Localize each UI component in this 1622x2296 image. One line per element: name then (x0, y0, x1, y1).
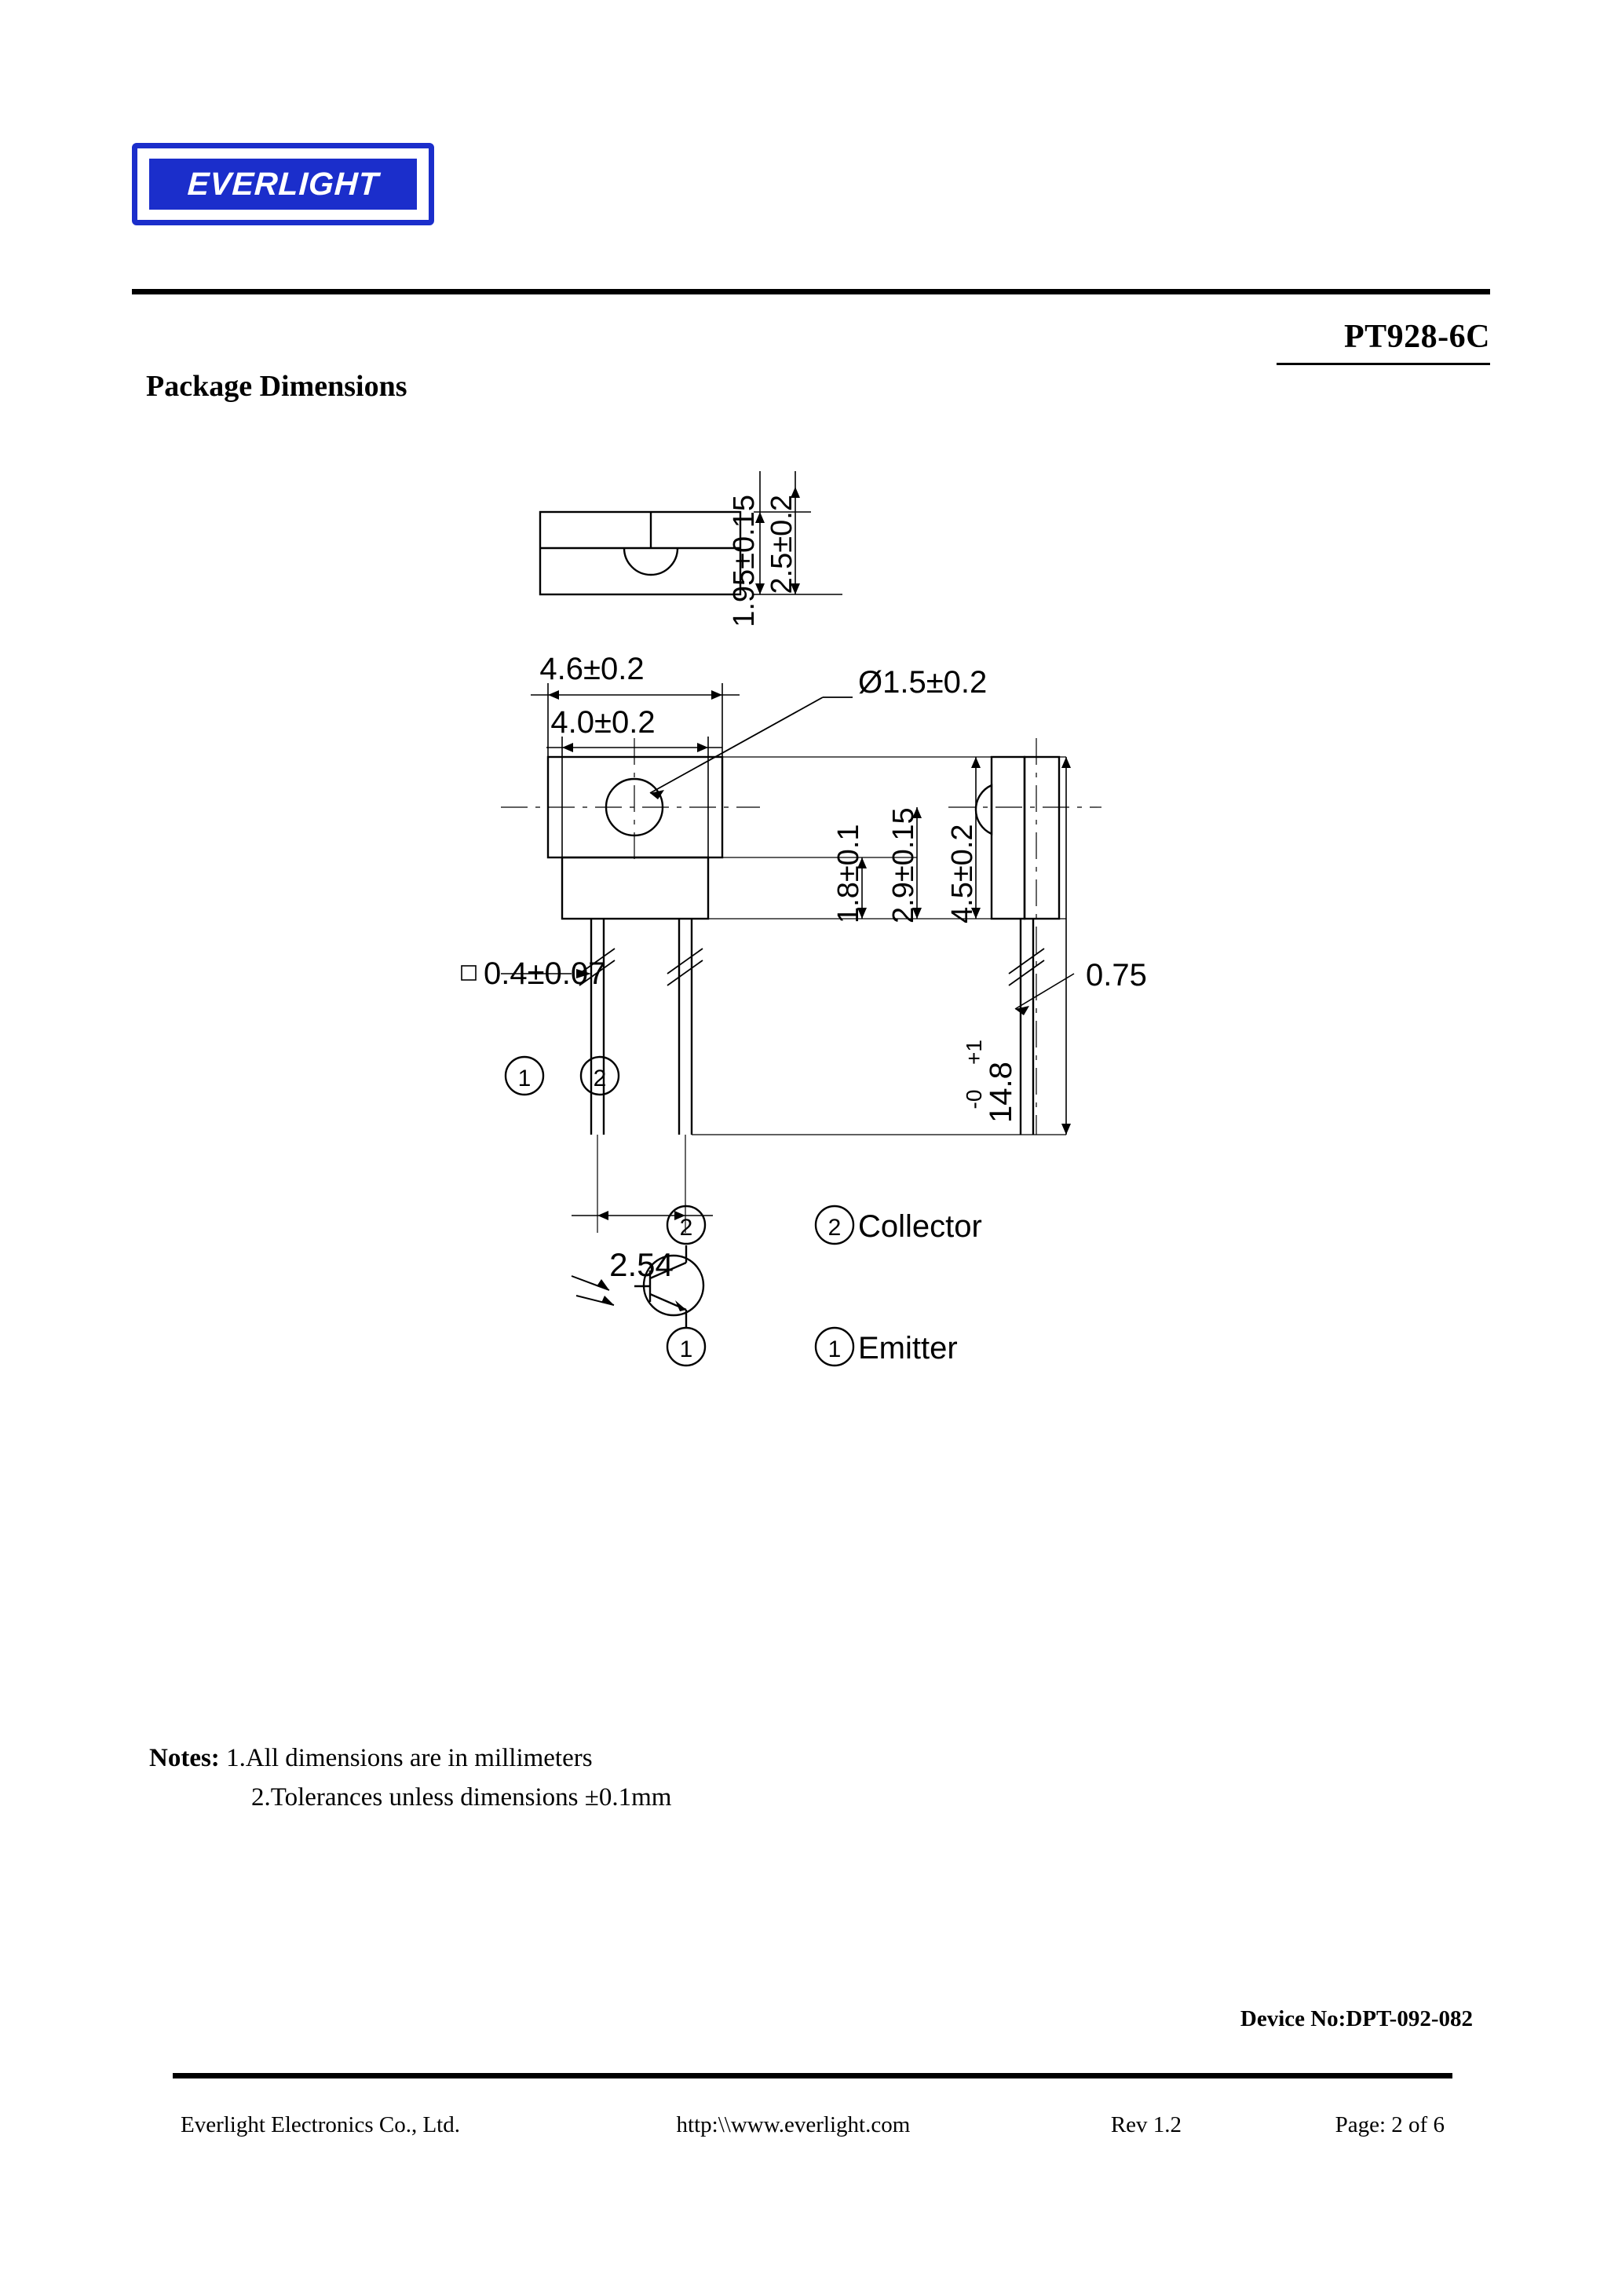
device-number: Device No:DPT-092-082 (1240, 2006, 1473, 2031)
everlight-logo (132, 143, 434, 225)
dim-width-outer: 4.6±0.2 (539, 652, 645, 686)
dim-top-1: 1.95±0.15 (728, 495, 761, 627)
section-title: Package Dimensions (146, 370, 407, 403)
page-title-part-number: PT928-6C (1344, 319, 1490, 355)
dim-tol-plus: +1 (962, 1040, 986, 1065)
legend-emitter-number: 1 (827, 1336, 842, 1362)
legend-collector-label: Collector (858, 1209, 982, 1244)
legend-emitter-label: Emitter (858, 1331, 958, 1366)
dim-lead-pitch: 2.54 (609, 1246, 674, 1283)
legend-collector-number: 2 (827, 1215, 842, 1241)
notes-label: Notes: (149, 1744, 220, 1772)
schematic-pin1: 1 (679, 1336, 693, 1362)
footer-divider (173, 2073, 1452, 2078)
dim-total-length: 14.8 (984, 1062, 1018, 1123)
footer-page-number: Page: 2 of 6 (1335, 2112, 1445, 2137)
dim-lead-square: 0.4±0.07 (484, 956, 606, 991)
footer-website[interactable]: http:\\www.everlight.com (676, 2112, 911, 2137)
dim-top-2: 2.5±0.2 (765, 495, 798, 594)
header-divider (132, 289, 1490, 294)
pin-2-callout: 2 (593, 1066, 607, 1091)
footer-company: Everlight Electronics Co., Ltd. (181, 2112, 460, 2137)
page-footer (173, 2112, 1452, 2138)
part-number-underline (1277, 363, 1490, 365)
schematic-pin2: 2 (679, 1215, 693, 1241)
dim-h2: 2.9±0.15 (887, 807, 920, 923)
logo-fill (149, 159, 417, 210)
dim-h1: 1.8±0.1 (832, 824, 865, 923)
notes-block (149, 1739, 671, 1817)
dim-tol-minus: -0 (962, 1089, 986, 1110)
dim-side-thickness: 0.75 (1086, 958, 1147, 993)
pin-1-callout: 1 (517, 1066, 532, 1091)
dim-width-inner: 4.0±0.2 (550, 705, 656, 740)
dim-h3: 4.5±0.2 (946, 824, 979, 923)
package-dimension-drawing (132, 424, 1490, 1712)
dim-lens-diameter: Ø1.5±0.2 (858, 665, 988, 700)
logo-text: EVERLIGHT (186, 166, 380, 202)
notes-line-1: 1.All dimensions are in millimeters (226, 1744, 593, 1772)
notes-line-2: 2.Tolerances unless dimensions ±0.1mm (251, 1782, 672, 1812)
footer-revision: Rev 1.2 (1110, 2112, 1182, 2137)
